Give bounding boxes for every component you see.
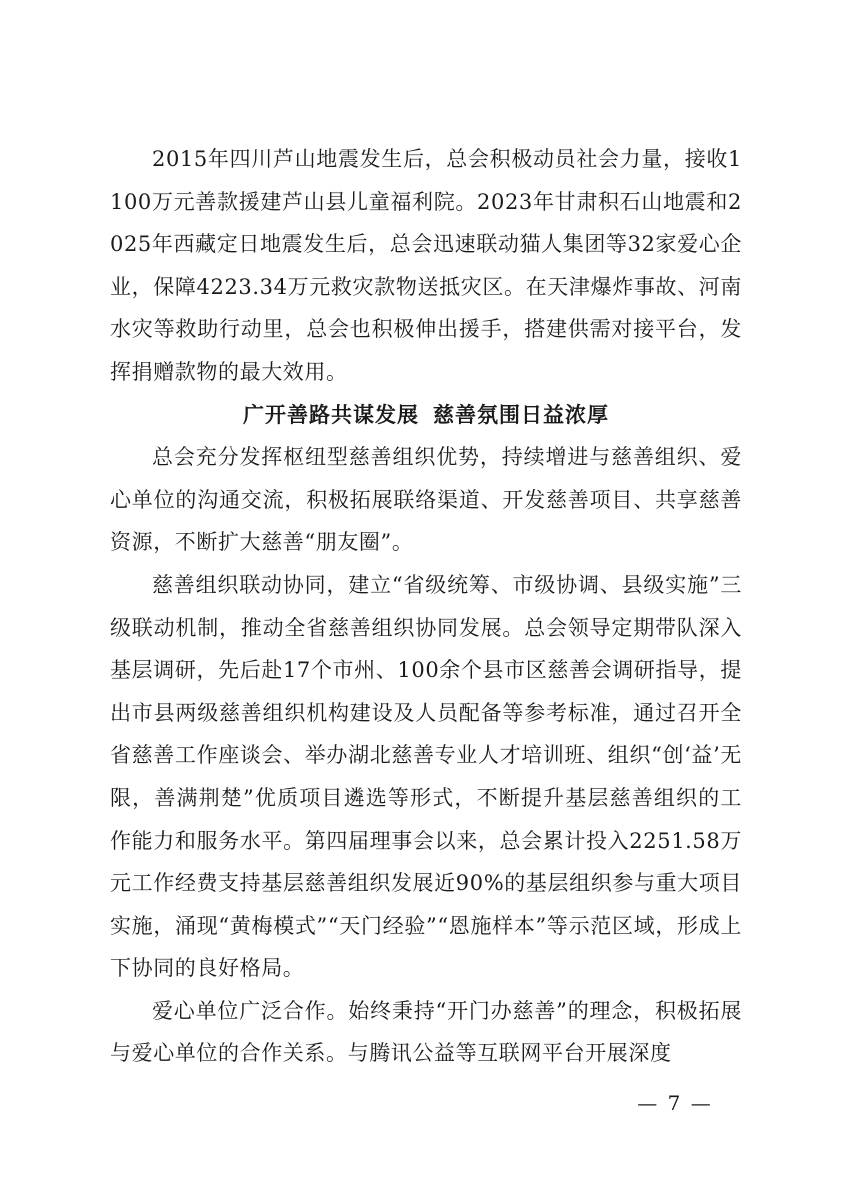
page-number: — 7 — xyxy=(637,1091,713,1115)
section-heading xyxy=(110,394,742,437)
document-body xyxy=(110,138,742,1075)
section-heading-part1: 广开善路共谋发展 xyxy=(243,401,419,427)
section-heading-part2: 慈善氛围日益浓厚 xyxy=(433,401,609,427)
paragraph-hub-organization: 总会充分发挥枢纽型慈善组织优势，持续增进与慈善组织、爱心单位的沟通交流，积极拓展联络渠道、开发慈善项目、共享慈善资源，不断扩大慈善“朋友圈”。 xyxy=(110,445,742,555)
paragraph-partner-cooperation: 爱心单位广泛合作。始终秉持“开门办慈善”的理念，积极拓展与爱心单位的合作关系。与腾讯公益等互联网平台开展深度 xyxy=(110,998,742,1066)
paragraph-disaster-relief: 2015年四川芦山地震发生后，总会积极动员社会力量，接收1100万元善款援建芦山县儿童福利院。2023年甘肃积石山地震和2025年西藏定日地震发生后，总会迅速联动猫人集团等32家爱心企业，保障4223.34万元救灾款物送抵灾区。在天津爆炸事故、河南水灾等救助行动里，总会也积极伸出援手，搭建供需对接平台，发挥捐赠款物的最大效用。 xyxy=(110,147,742,384)
paragraph-organization-coordination: 慈善组织联动协同，建立“省级统筹、市级协调、县级实施”三级联动机制，推动全省慈善组织协同发展。总会领导定期带队深入基层调研，先后赴17个市州、100余个县市区慈善会调研指导，提出市县两级慈善组织机构建设及人员配备等参考标准，通过召开全省慈善工作座谈会、举办湖北慈善专业人才培训班、组织“创‘益’无限，善满荆楚”优质项目遴选等形式，不断提升基层慈善组织的工作能力和服务水平。第四届理事会以来，总会累计投入2251.58万元工作经费支持基层慈善组织发展近90%的基层组织参与重大项目实施，涌现“黄梅模式”“天门经验”“恩施样本”等示范区域，形成上下协同的良好格局。 xyxy=(110,572,742,981)
